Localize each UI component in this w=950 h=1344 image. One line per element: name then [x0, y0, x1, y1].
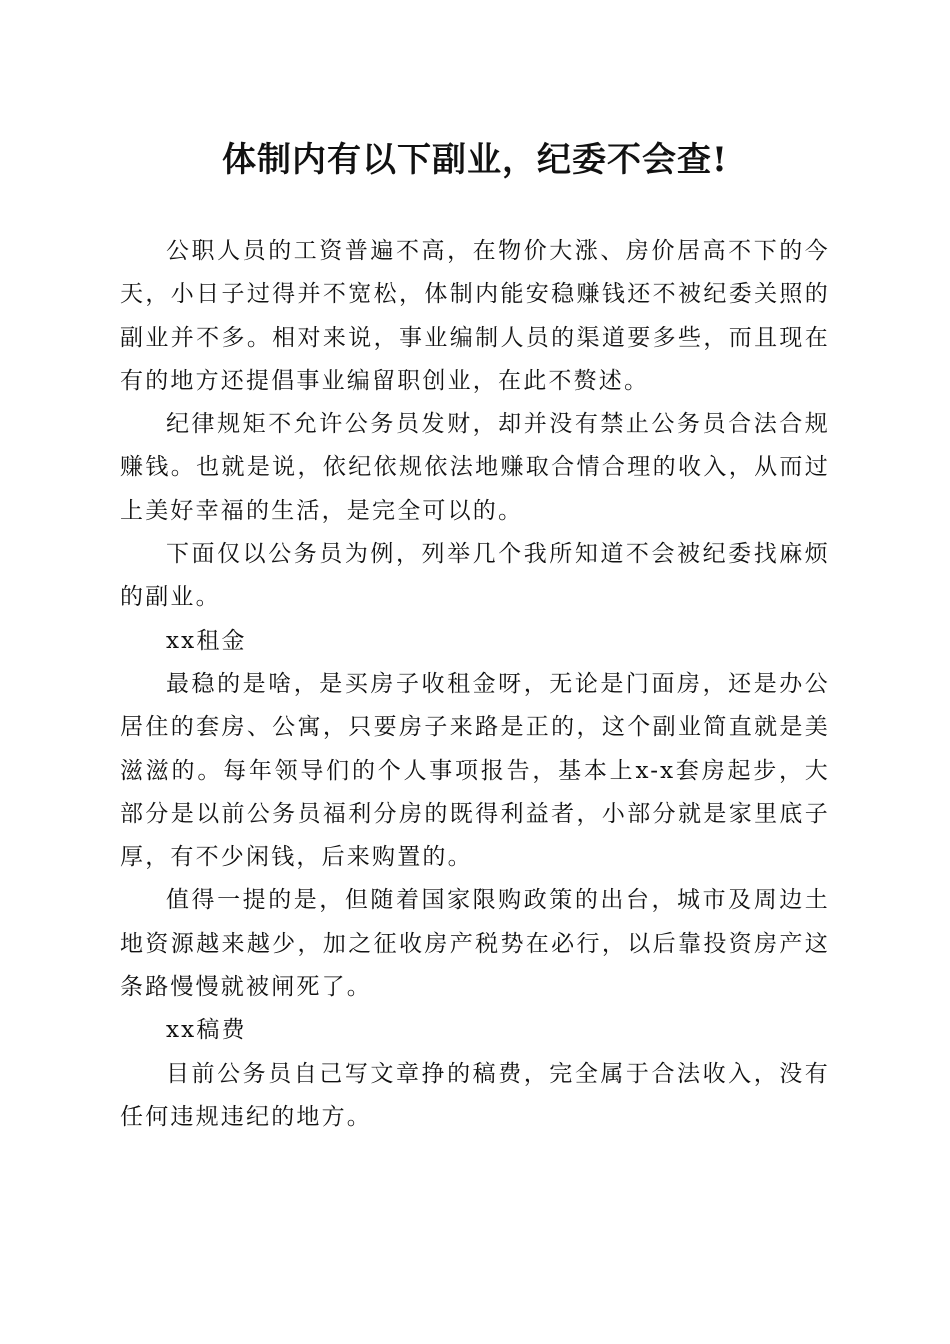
section-heading-rent: xx租金	[166, 627, 247, 654]
paragraph-rent: 最稳的是啥，是买房子收租金呀，无论是门面房，还是办公居住的套房、公寓，只要房子来路是正的，这个副业简直就是美滋滋的。每年领导们的个人事项报告，基本上x-x套房起步，大部分是以前公务员福利分房的既得利益者，小部分就是家里底子厚，有不少闲钱，后来购置的。	[120, 670, 830, 871]
document-body	[120, 230, 830, 1139]
paragraph-discipline: 纪律规矩不允许公务员发财，却并没有禁止公务员合法合规赚钱。也就是说，依纪依规依法地赚取合情合理的收入，从而过上美好幸福的生活，是完全可以的。	[120, 411, 830, 524]
paragraph-rent-outlook: 值得一提的是，但随着国家限购政策的出台，城市及周边土地资源越来越少，加之征收房产税势在必行，以后靠投资房产这条路慢慢就被闸死了。	[120, 887, 830, 1001]
paragraph-royalties: 目前公务员自己写文章挣的稿费，完全属于合法收入，没有任何违规违纪的地方。	[120, 1060, 830, 1130]
paragraph-intro: 公职人员的工资普遍不高，在物价大涨、房价居高不下的今天，小日子过得并不宽松，体制内能安稳赚钱还不被纪委关照的副业并不多。相对来说，事业编制人员的渠道要多些，而且现在有的地方还提倡事业编留职创业，在此不赘述。	[120, 238, 830, 394]
paragraph-examples-intro: 下面仅以公务员为例，列举几个我所知道不会被纪委找麻烦的副业。	[120, 541, 830, 611]
document-title: 体制内有以下副业，纪委不会查!	[222, 140, 728, 180]
section-heading-royalties: xx稿费	[166, 1017, 247, 1044]
